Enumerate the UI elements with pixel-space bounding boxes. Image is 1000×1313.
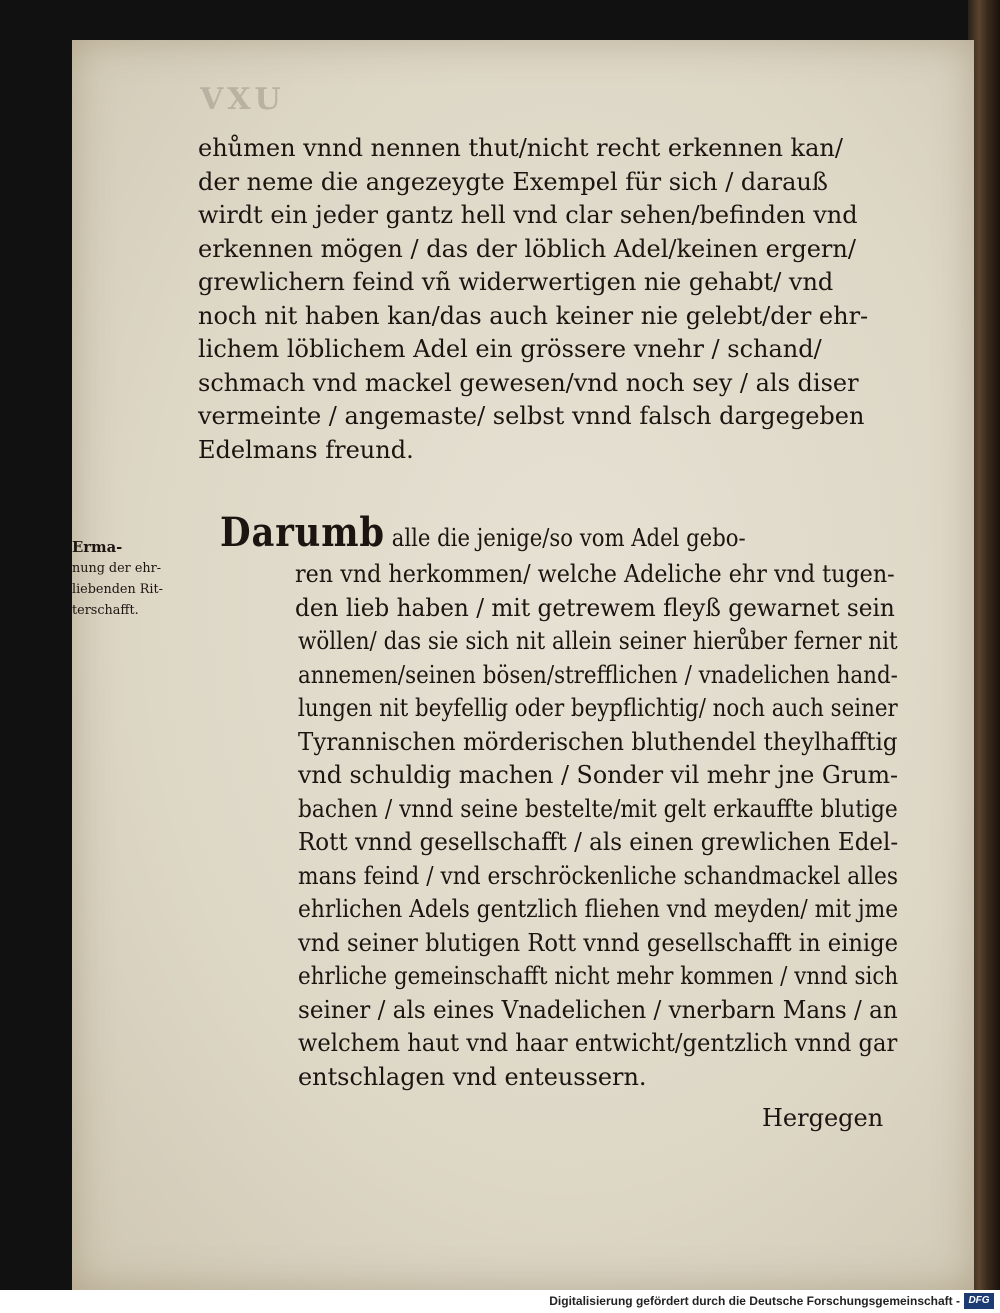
text-line: erkennen mögen / das der löblich Adel/keinen ergern/ [198,234,856,263]
marginal-note [72,537,192,621]
text-line: seiner / als eines Vnadelichen / vnerbarn Mans / an [298,995,898,1024]
text-line: lungen nit beyfellig oder beypflichtig/ noch auch seiner [298,694,898,722]
footer-bar [0,1290,1000,1313]
text-line: lichem löblichem Adel ein grössere vnehr / schand/ [198,335,822,363]
text-line: welchem haut vnd haar entwicht/gentzlich vnnd gar [298,1029,898,1057]
dfg-logo: DFG [964,1293,994,1309]
text-line: annemen/seinen bösen/strefflichen / vnadelichen hand- [298,660,898,689]
text-line: noch nit haben kan/das auch keiner nie gelebt/der ehr- [198,301,869,330]
text-line: mans feind / vnd erschröckenliche schandmackel alles [298,861,899,890]
paragraph-1 [198,132,878,467]
text-line: wöllen/ das sie sich nit allein seiner hierůber ferner nit [298,627,898,655]
first-line-rest: alle die jenige/so vom Adel gebo- [384,524,746,552]
text-line: vnd seiner blutigen Rott vnnd gesellschafft in einige [298,928,899,957]
marginal-note-line: liebenden Rit- [72,582,163,597]
text-line: vermeinte / angemaste/ selbst vnnd falsch dargegeben [198,402,865,430]
text-line: vnd schuldig machen / Sonder vil mehr jne Grum- [298,761,899,789]
text-line: ehůmen vnnd nennen thut/nicht recht erkennen kan/ [198,134,843,162]
marginal-note-line: nung der ehr- [72,561,162,576]
text-line: den lieb haben / mit getrewem fleyß gewarnet sein [295,593,895,622]
text-line: der neme die angezeygte Exempel für sich / darauß [198,167,828,196]
funding-notice: Digitalisierung gefördert durch die Deutsche Forschungsgemeinschaft - [549,1294,960,1308]
text-line: ehrlichen Adels gentzlich fliehen vnd meyden/ mit jme [298,895,899,923]
text-line: entschlagen vnd enteussern. [298,1062,647,1091]
text-line: bachen / vnnd seine bestelte/mit gelt erkauffte blutige [298,794,898,823]
text-line: ren vnd herkommen/ welche Adeliche ehr vnd tugen- [295,560,895,588]
initial-word: Darumb [220,509,385,556]
text-line-first [220,500,820,566]
folio-number: VXU [200,82,285,117]
text-line: Edelmans freund. [198,435,414,464]
text-line: schmach vnd mackel gewesen/vnd noch sey / als diser [198,368,859,397]
marginal-note-line: Erma- [72,538,123,556]
text-line: Rott vnnd gesellschafft / als einen grewlichen Edel- [298,828,899,856]
marginal-note-line: terschafft. [72,603,139,618]
paragraph-2 [220,500,900,1094]
text-line: ehrliche gemeinschafft nicht mehr kommen / vnnd sich [298,962,899,990]
text-line: wirdt ein jeder gantz hell vnd clar sehen/befinden vnd [198,201,858,229]
text-line: Tyrannischen mörderischen bluthendel theylhafftig [298,727,898,756]
text-line: grewlichern feind vñ widerwertigen nie gehabt/ vnd [198,268,834,296]
catchword: Hergegen [762,1104,884,1132]
